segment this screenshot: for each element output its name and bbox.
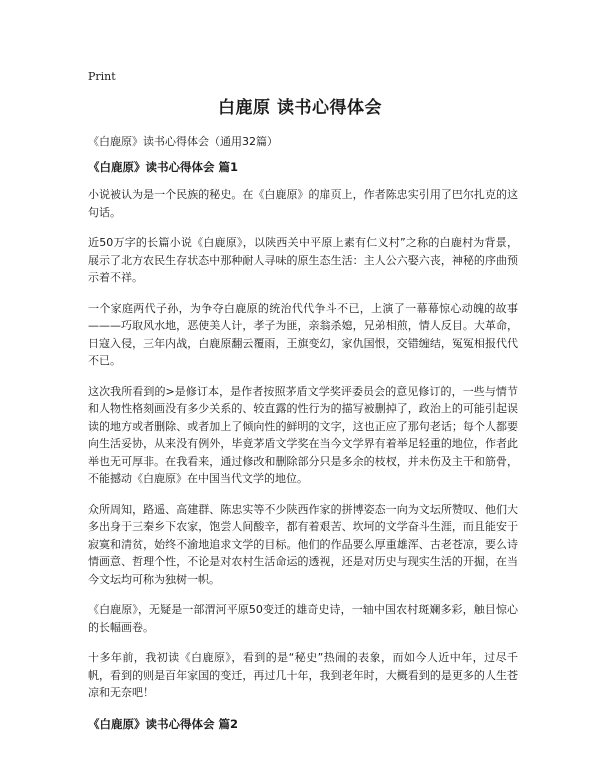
section-heading-1: 《白鹿原》读书心得体会 篇1 <box>88 160 239 174</box>
document-subtitle: 《白鹿原》读书心得体会（通用32篇） <box>88 135 278 148</box>
paragraph-3: 一个家庭两代子孙，为争夺白鹿原的统治代代争斗不已，上演了一幕幕惊心动魄的故事———巧取风水地，恶使美人计，孝子为匪，亲翁杀媳，兄弟相煎，情人反目。大革命，日寇入侵，三年内战，白鹿原翻云覆雨，王旗变幻，家仇国恨，交错缠结，冤冤相报代代不已。 <box>88 301 518 367</box>
paragraph-5: 众所周知，路遥、高建群、陈忠实等不少陕西作家的拼博姿态一向为文坛所赞叹、他们大多出身于三秦乡下农家，饱尝人间酸辛，都有着艰苦、坎坷的文学奋斗生涯，而且能安于寂寞和清贫，始终不渝地追求文学的目标。他们的作品要么厚重雄浑、古老苍凉，要么诗情画意、哲理个性，不论是对农村生活命运的透视，还是对历史与现实生活的开掘，在当今文坛均可称为独树一帜。 <box>88 502 518 586</box>
paragraph-7: 十多年前，我初读《白鹿原》，看到的是“秘史”热闹的表象，而如今人近中年，过尽千帆，看到的则是百年家国的变迁，再过几十年，我到老年时，大概看到的是更多的人生苍凉和无奈吧！ <box>88 651 518 699</box>
section-heading-2: 《白鹿原》读书心得体会 篇2 <box>88 716 239 731</box>
paragraph-2: 近50万字的长篇小说《白鹿原》，以陕西关中平原上素有仁义村”之称的白鹿村为背景，展示了北方农民生存状态中那种耐人寻味的原生态生活：主人公六娶六丧，神秘的序曲预示着不祥。 <box>88 236 518 284</box>
paragraph-4: 这次我所看到的>是修订本，是作者按照茅盾文学奖评委员会的意见修订的，一些与情节和人物性格刻画没有多少关系的、较直露的性行为的描写被删掉了，政治上的可能引起误读的地方或者删除、或者加上了倾向性的鲜明的文字，这也正应了那句老话；每个人都要向生活妥协，从来没有例外，毕竟茅盾文学奖在当今文学界有着举足轻重的地位，作者此举也无可厚非。在我看来，通过修改和删除部分只是多余的枝杈，并未伤及主干和筋骨，不能撼动《白鹿原》在中国当代文学的地位。 <box>88 384 518 485</box>
print-link[interactable]: Print <box>88 70 116 83</box>
page-title: 白鹿原 读书心得体会 <box>218 98 382 118</box>
paragraph-6: 《白鹿原》，无疑是一部渭河平原50变迁的雄奇史诗，一轴中国农村斑斓多彩，触目惊心的长幅画卷。 <box>88 603 518 634</box>
paragraph-1: 小说被认为是一个民族的秘史。在《白鹿原》的扉页上，作者陈忠实引用了巴尔扎克的这句话。 <box>88 188 518 219</box>
article-body <box>88 158 518 743</box>
